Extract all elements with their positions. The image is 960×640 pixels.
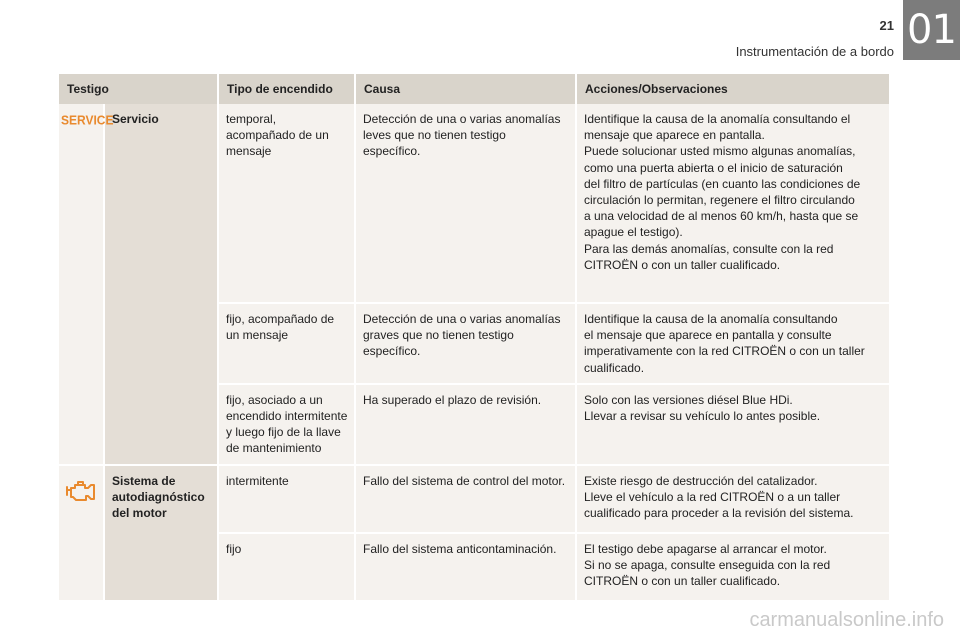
text-line: Si no se apaga, consulte enseguida con la red [584,557,831,572]
text-line: Llevar a revisar su vehículo lo antes posible. [584,409,821,424]
column-header-causa: Causa [356,74,575,104]
text-line: imperativamente con la red CITROËN o con un taller [584,344,865,359]
chapter-title: Instrumentación de a bordo [735,44,894,59]
text-line: del motor [112,506,167,521]
watermark: carmanualsonline.info [749,609,944,631]
text-line: graves que no tienen testigo [363,328,514,343]
text-line: y luego fijo de la llave [226,425,341,440]
engine-icon-cell [59,466,103,602]
text-line: circulación lo permitan, regenere el filtro circulando [584,193,855,208]
tipo-cell: fijo [219,534,354,602]
chapter-tab: 01 [903,0,960,60]
tipo-cell [219,304,354,385]
text-line: Lleve el vehículo a la red CITROËN o a un taller [584,489,841,504]
text-line: Sistema de [112,473,176,488]
table-row [59,466,889,534]
service-icon-cell [59,104,114,466]
text-line: específico. [363,144,421,159]
table-row [59,104,889,304]
acciones-cell [577,304,889,385]
text-line: El testigo debe apagarse al arrancar el motor. [584,541,827,556]
warning-name [105,466,217,602]
text-line: mensaje que aparece en pantalla. [584,128,765,143]
text-line: fijo, asociado a un [226,392,323,407]
acciones-cell [577,104,889,304]
text-line: Detección de una o varias anomalías [363,312,561,326]
text-line: leves que no tienen testigo [363,128,506,143]
text-line: autodiagnóstico [112,489,205,504]
text-line: Solo con las versiones diésel Blue HDi. [584,392,793,407]
text-line: como una puerta abierta o el inicio de saturación [584,160,843,175]
text-line: acompañado de un [226,128,329,143]
page-number: 21 [879,18,894,33]
acciones-cell [577,534,889,602]
column-header-acciones: Acciones/Observaciones [577,74,889,104]
text-line: CITROËN o con un taller cualificado. [584,574,781,589]
text-line: cualificado para proceder a la revisión del sistema. [584,506,854,521]
text-line: CITROËN o con un taller cualificado. [584,257,781,272]
table-header-row [59,74,889,104]
causa-cell: Ha superado el plazo de revisión. [356,385,575,466]
text-line: apague el testigo). [584,225,683,240]
engine-icon [65,480,97,504]
tipo-cell [219,104,354,304]
causa-cell [356,304,575,385]
causa-cell [356,104,575,304]
causa-cell: Fallo del sistema anticontaminación. [356,534,575,602]
text-line: un mensaje [226,328,289,343]
column-header-testigo: Testigo [59,74,217,104]
text-line: Detección de una o varias anomalías [363,112,561,126]
text-line: del filtro de partículas (en cuanto las condiciones de [584,176,861,191]
text-line: el mensaje que aparece en pantalla y consulte [584,328,832,343]
text-line: Existe riesgo de destrucción del catalizador. [584,473,818,488]
text-line: cualificado. [584,360,645,375]
text-line: mensaje [226,144,272,159]
acciones-cell [577,385,889,466]
acciones-cell [577,466,889,534]
text-line: fijo, acompañado de [226,312,335,326]
text-line: Identifique la causa de la anomalía consultando [584,312,838,326]
warning-lights-table [57,74,891,602]
text-line: Puede solucionar usted mismo algunas anomalías, [584,144,856,159]
text-line: de mantenimiento [226,441,322,456]
text-line: específico. [363,344,421,359]
column-header-tipo: Tipo de encendido [219,74,354,104]
text-line: encendido intermitente [226,409,348,424]
tipo-cell: intermitente [219,466,354,534]
warning-name: Servicio [105,104,217,466]
service-icon: SERVICE [61,112,114,128]
text-line: Identifique la causa de la anomalía consultando el [584,112,851,126]
text-line: a una velocidad de al menos 60 km/h, hasta que se [584,209,859,224]
tipo-cell [219,385,354,466]
text-line: temporal, [226,112,277,126]
text-line: Para las demás anomalías, consulte con la red [584,241,834,256]
causa-cell: Fallo del sistema de control del motor. [356,466,575,534]
